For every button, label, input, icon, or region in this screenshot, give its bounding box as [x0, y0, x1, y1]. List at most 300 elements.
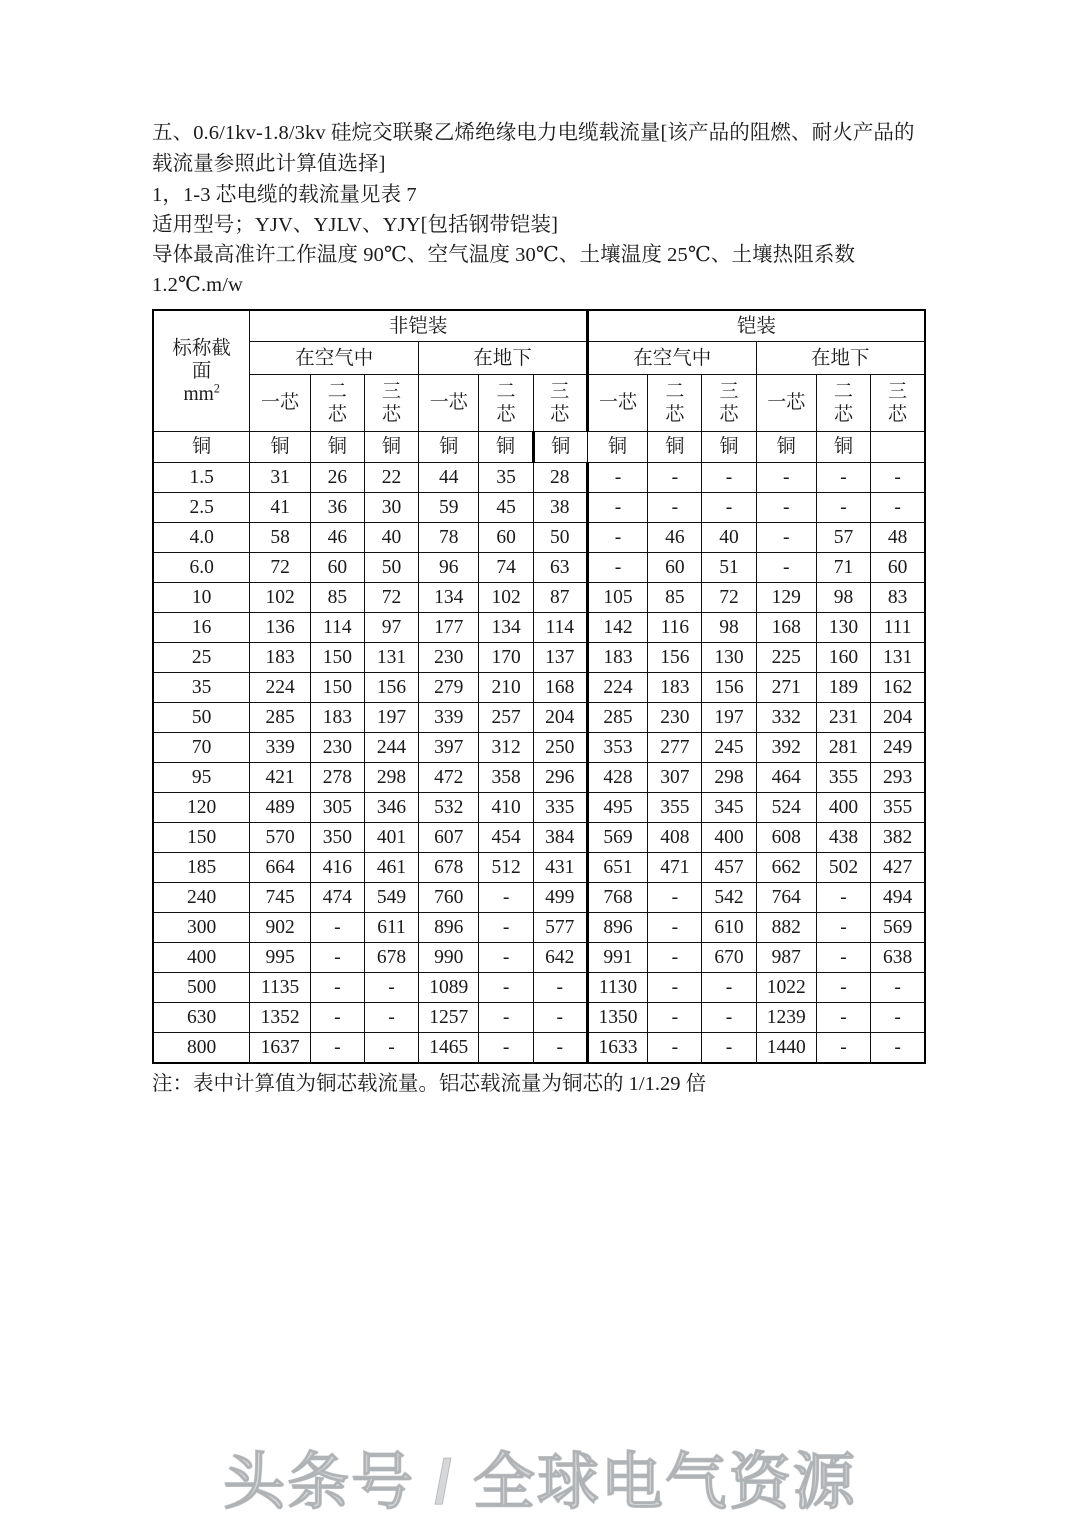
- cell-ampacity: 760: [419, 883, 479, 913]
- cell-ampacity: 197: [702, 703, 756, 733]
- cell-ampacity: 162: [871, 673, 925, 703]
- cell-ampacity: 502: [816, 853, 870, 883]
- metal-header-1: 铜: [250, 432, 310, 463]
- cell-ampacity: 224: [250, 673, 310, 703]
- cell-ampacity: 651: [587, 853, 647, 883]
- core-header-0: [250, 375, 310, 432]
- header-row-group: [153, 310, 925, 342]
- cell-ampacity: 608: [756, 823, 816, 853]
- cell-ampacity: 131: [364, 643, 418, 673]
- cell-ampacity: 332: [756, 703, 816, 733]
- cell-ampacity: -: [364, 1003, 418, 1033]
- cell-ampacity: 40: [364, 523, 418, 553]
- cell-ampacity: 72: [702, 583, 756, 613]
- cell-ampacity: 31: [250, 463, 310, 493]
- cell-ampacity: 400: [702, 823, 756, 853]
- cell-nominal-section: 6.0: [153, 553, 250, 583]
- cell-ampacity: 662: [756, 853, 816, 883]
- cell-nominal-section: 4.0: [153, 523, 250, 553]
- spec-header-unit: [154, 383, 249, 406]
- cell-ampacity: 421: [250, 763, 310, 793]
- cell-ampacity: 285: [587, 703, 647, 733]
- table-row: [153, 973, 925, 1003]
- cell-ampacity: 72: [364, 583, 418, 613]
- cell-ampacity: 1350: [587, 1003, 647, 1033]
- cell-ampacity: -: [587, 463, 647, 493]
- cell-ampacity: 129: [756, 583, 816, 613]
- cell-ampacity: 764: [756, 883, 816, 913]
- cell-ampacity: 183: [310, 703, 364, 733]
- cell-ampacity: 494: [871, 883, 925, 913]
- metal-header-5: 铜: [479, 432, 533, 463]
- cell-ampacity: 59: [419, 493, 479, 523]
- cell-nominal-section: 70: [153, 733, 250, 763]
- cell-ampacity: 427: [871, 853, 925, 883]
- cell-ampacity: 384: [533, 823, 587, 853]
- core-label-7: 二芯: [665, 380, 685, 425]
- cell-ampacity: 569: [587, 823, 647, 853]
- cell-ampacity: -: [648, 1003, 702, 1033]
- document-body: [152, 118, 928, 1119]
- table-row: [153, 853, 925, 883]
- cell-ampacity: 116: [648, 613, 702, 643]
- cell-ampacity: 990: [419, 943, 479, 973]
- cell-ampacity: -: [364, 973, 418, 1003]
- core-label-10: 二芯: [834, 380, 854, 425]
- cell-ampacity: -: [816, 1003, 870, 1033]
- cell-nominal-section: 50: [153, 703, 250, 733]
- core-label-5: 三芯: [550, 380, 570, 425]
- cell-ampacity: 410: [479, 793, 533, 823]
- cell-ampacity: 130: [702, 643, 756, 673]
- cell-ampacity: 471: [648, 853, 702, 883]
- cell-ampacity: 408: [648, 823, 702, 853]
- cell-ampacity: 512: [479, 853, 533, 883]
- cell-ampacity: 85: [648, 583, 702, 613]
- cell-ampacity: 48: [871, 523, 925, 553]
- cell-ampacity: 298: [702, 763, 756, 793]
- cell-ampacity: 26: [310, 463, 364, 493]
- cell-ampacity: 400: [816, 793, 870, 823]
- core-label-3: 一芯: [429, 391, 468, 413]
- cell-nominal-section: 400: [153, 943, 250, 973]
- cell-ampacity: 312: [479, 733, 533, 763]
- cell-ampacity: 392: [756, 733, 816, 763]
- cell-ampacity: 1352: [250, 1003, 310, 1033]
- cell-ampacity: 355: [816, 763, 870, 793]
- spec-column-header: [153, 310, 250, 432]
- cell-ampacity: -: [648, 943, 702, 973]
- cell-ampacity: -: [648, 883, 702, 913]
- cell-ampacity: 1239: [756, 1003, 816, 1033]
- cell-ampacity: 105: [587, 583, 647, 613]
- cell-ampacity: 136: [250, 613, 310, 643]
- cell-ampacity: 454: [479, 823, 533, 853]
- cell-ampacity: 1022: [756, 973, 816, 1003]
- cell-ampacity: 58: [250, 523, 310, 553]
- cell-ampacity: 1130: [587, 973, 647, 1003]
- core-label-8: 三芯: [719, 380, 739, 425]
- cell-ampacity: 204: [871, 703, 925, 733]
- cell-ampacity: 882: [756, 913, 816, 943]
- cell-ampacity: -: [756, 493, 816, 523]
- table-row: [153, 523, 925, 553]
- cell-ampacity: 98: [816, 583, 870, 613]
- cell-ampacity: -: [310, 913, 364, 943]
- cell-ampacity: 495: [587, 793, 647, 823]
- cell-ampacity: 1637: [250, 1033, 310, 1064]
- cell-ampacity: 245: [702, 733, 756, 763]
- cell-ampacity: 638: [871, 943, 925, 973]
- cell-nominal-section: 185: [153, 853, 250, 883]
- cell-ampacity: 428: [587, 763, 647, 793]
- cell-ampacity: 57: [816, 523, 870, 553]
- cell-ampacity: -: [871, 973, 925, 1003]
- cell-nominal-section: 95: [153, 763, 250, 793]
- cell-nominal-section: 630: [153, 1003, 250, 1033]
- cell-ampacity: -: [871, 1033, 925, 1064]
- cell-ampacity: 78: [419, 523, 479, 553]
- cell-ampacity: -: [310, 973, 364, 1003]
- cell-ampacity: 98: [702, 613, 756, 643]
- cell-ampacity: 134: [479, 613, 533, 643]
- header-row-place: [153, 342, 925, 375]
- table-header: [153, 310, 925, 463]
- cell-ampacity: 230: [310, 733, 364, 763]
- cell-ampacity: 281: [816, 733, 870, 763]
- cell-ampacity: 307: [648, 763, 702, 793]
- cell-ampacity: 225: [756, 643, 816, 673]
- cell-ampacity: 278: [310, 763, 364, 793]
- cell-ampacity: 570: [250, 823, 310, 853]
- cell-ampacity: 1089: [419, 973, 479, 1003]
- cell-ampacity: 474: [310, 883, 364, 913]
- cell-ampacity: 642: [533, 943, 587, 973]
- ampacity-table-container: [152, 309, 926, 1064]
- cell-nominal-section: 240: [153, 883, 250, 913]
- cell-ampacity: 183: [648, 673, 702, 703]
- cell-ampacity: 150: [310, 673, 364, 703]
- table-footnote: 注：表中计算值为铜芯载流量。铝芯载流量为铜芯的 1/1.29 倍: [152, 1073, 707, 1095]
- cell-ampacity: -: [587, 523, 647, 553]
- cell-ampacity: -: [816, 973, 870, 1003]
- cell-ampacity: 271: [756, 673, 816, 703]
- metal-header-9: 铜: [702, 432, 756, 463]
- metal-header-4: 铜: [419, 432, 479, 463]
- cell-ampacity: 745: [250, 883, 310, 913]
- cell-ampacity: 335: [533, 793, 587, 823]
- cell-ampacity: 131: [871, 643, 925, 673]
- table-row: [153, 643, 925, 673]
- cell-ampacity: -: [756, 463, 816, 493]
- cell-ampacity: -: [816, 463, 870, 493]
- cell-ampacity: 298: [364, 763, 418, 793]
- cell-ampacity: -: [816, 883, 870, 913]
- cell-ampacity: 277: [648, 733, 702, 763]
- cell-ampacity: 30: [364, 493, 418, 523]
- cell-nominal-section: 16: [153, 613, 250, 643]
- cell-ampacity: 401: [364, 823, 418, 853]
- core-label-9: 一芯: [767, 391, 806, 413]
- cell-ampacity: 150: [310, 643, 364, 673]
- table-row: [153, 913, 925, 943]
- cell-ampacity: 96: [419, 553, 479, 583]
- cell-ampacity: 74: [479, 553, 533, 583]
- cell-ampacity: 87: [533, 583, 587, 613]
- core-header-11: [871, 375, 925, 432]
- cell-ampacity: 45: [479, 493, 533, 523]
- cell-ampacity: 83: [871, 583, 925, 613]
- metal-header-2: 铜: [310, 432, 364, 463]
- cell-nominal-section: 10: [153, 583, 250, 613]
- cell-ampacity: 50: [533, 523, 587, 553]
- cell-ampacity: 438: [816, 823, 870, 853]
- cell-ampacity: 51: [702, 553, 756, 583]
- cell-ampacity: 285: [250, 703, 310, 733]
- table-row: [153, 733, 925, 763]
- group-header-armored: 铠装: [587, 310, 925, 342]
- cell-ampacity: 250: [533, 733, 587, 763]
- cell-ampacity: 60: [310, 553, 364, 583]
- cell-ampacity: 183: [250, 643, 310, 673]
- cell-ampacity: 610: [702, 913, 756, 943]
- cell-ampacity: 350: [310, 823, 364, 853]
- cell-ampacity: -: [702, 973, 756, 1003]
- cell-ampacity: -: [648, 913, 702, 943]
- ampacity-table: [152, 309, 926, 1064]
- core-header-2: [364, 375, 418, 432]
- cell-ampacity: -: [816, 943, 870, 973]
- table-reference-line: 1，1-3 芯电缆的载流量见表 7: [152, 184, 417, 206]
- cell-nominal-section: 120: [153, 793, 250, 823]
- table-row: [153, 823, 925, 853]
- cell-ampacity: 296: [533, 763, 587, 793]
- spec-header-line1: 标称截: [172, 337, 231, 359]
- cell-ampacity: 114: [310, 613, 364, 643]
- cell-ampacity: 231: [816, 703, 870, 733]
- place-header-0: 在空气中: [250, 342, 419, 375]
- cell-ampacity: 499: [533, 883, 587, 913]
- cell-ampacity: -: [533, 1033, 587, 1064]
- cell-ampacity: 156: [702, 673, 756, 703]
- cell-ampacity: -: [533, 973, 587, 1003]
- cell-ampacity: 71: [816, 553, 870, 583]
- cell-ampacity: 987: [756, 943, 816, 973]
- core-header-1: [310, 375, 364, 432]
- cell-ampacity: 46: [310, 523, 364, 553]
- cell-ampacity: 339: [250, 733, 310, 763]
- cell-ampacity: 1465: [419, 1033, 479, 1064]
- cell-ampacity: 902: [250, 913, 310, 943]
- core-label-1: 二芯: [327, 380, 347, 425]
- cell-nominal-section: 1.5: [153, 463, 250, 493]
- cell-ampacity: 114: [533, 613, 587, 643]
- cell-ampacity: 358: [479, 763, 533, 793]
- cell-ampacity: 995: [250, 943, 310, 973]
- cell-ampacity: 177: [419, 613, 479, 643]
- cell-ampacity: 532: [419, 793, 479, 823]
- cell-ampacity: 85: [310, 583, 364, 613]
- table-row: [153, 793, 925, 823]
- cell-nominal-section: 500: [153, 973, 250, 1003]
- cell-ampacity: -: [702, 493, 756, 523]
- table-row: [153, 583, 925, 613]
- table-row: [153, 1003, 925, 1033]
- core-header-7: [648, 375, 702, 432]
- cell-ampacity: 355: [648, 793, 702, 823]
- table-row: [153, 493, 925, 523]
- cell-ampacity: 339: [419, 703, 479, 733]
- table-row: [153, 943, 925, 973]
- cell-ampacity: -: [479, 943, 533, 973]
- table-row: [153, 763, 925, 793]
- cell-ampacity: 134: [419, 583, 479, 613]
- core-header-5: [533, 375, 587, 432]
- cell-ampacity: -: [816, 1033, 870, 1064]
- cell-ampacity: -: [479, 883, 533, 913]
- cell-ampacity: 1440: [756, 1033, 816, 1064]
- cell-nominal-section: 25: [153, 643, 250, 673]
- place-header-1: 在地下: [419, 342, 588, 375]
- cell-ampacity: -: [648, 463, 702, 493]
- cell-ampacity: 397: [419, 733, 479, 763]
- cell-ampacity: 678: [419, 853, 479, 883]
- cell-ampacity: 896: [419, 913, 479, 943]
- table-row: [153, 883, 925, 913]
- cell-ampacity: 183: [587, 643, 647, 673]
- cell-ampacity: 416: [310, 853, 364, 883]
- table-row: [153, 1033, 925, 1064]
- cell-ampacity: 204: [533, 703, 587, 733]
- cell-nominal-section: 300: [153, 913, 250, 943]
- core-label-11: 三芯: [888, 380, 908, 425]
- cell-ampacity: 38: [533, 493, 587, 523]
- table-row: [153, 463, 925, 493]
- place-header-3: 在地下: [756, 342, 925, 375]
- operating-conditions-line: 导体最高准许工作温度 90℃、空气温度 30℃、土壤温度 25℃、土壤热阻系数 1.2℃.m/w: [152, 244, 856, 296]
- cell-ampacity: 130: [816, 613, 870, 643]
- cell-ampacity: -: [816, 913, 870, 943]
- header-row-core: [153, 375, 925, 432]
- core-header-10: [816, 375, 870, 432]
- cell-ampacity: 257: [479, 703, 533, 733]
- table-row: [153, 613, 925, 643]
- cell-ampacity: 355: [871, 793, 925, 823]
- cell-ampacity: 40: [702, 523, 756, 553]
- cell-ampacity: 168: [533, 673, 587, 703]
- cell-ampacity: 549: [364, 883, 418, 913]
- cell-ampacity: 50: [364, 553, 418, 583]
- cell-ampacity: 431: [533, 853, 587, 883]
- cell-ampacity: -: [364, 1033, 418, 1064]
- cell-ampacity: -: [479, 1003, 533, 1033]
- cell-ampacity: 28: [533, 463, 587, 493]
- spec-unit-base: mm: [183, 383, 214, 405]
- cell-ampacity: 249: [871, 733, 925, 763]
- core-header-8: [702, 375, 756, 432]
- cell-ampacity: 210: [479, 673, 533, 703]
- cell-ampacity: -: [702, 463, 756, 493]
- cell-nominal-section: 35: [153, 673, 250, 703]
- core-header-3: [419, 375, 479, 432]
- cell-ampacity: 72: [250, 553, 310, 583]
- cell-ampacity: 542: [702, 883, 756, 913]
- cell-ampacity: 464: [756, 763, 816, 793]
- cell-ampacity: 44: [419, 463, 479, 493]
- cell-ampacity: -: [479, 913, 533, 943]
- cell-ampacity: 664: [250, 853, 310, 883]
- cell-ampacity: -: [479, 1033, 533, 1064]
- table-row: [153, 553, 925, 583]
- section-heading: 五、0.6/1kv-1.8/3kv 硅烷交联聚乙烯绝缘电力电缆载流量[该产品的阻燃、耐火产品的载流量参照此计算值选择]: [152, 122, 915, 175]
- cell-ampacity: 35: [479, 463, 533, 493]
- metal-header-10: 铜: [756, 432, 816, 463]
- cell-ampacity: 1135: [250, 973, 310, 1003]
- core-label-4: 二芯: [496, 380, 516, 425]
- core-header-6: [587, 375, 647, 432]
- cell-ampacity: 170: [479, 643, 533, 673]
- cell-nominal-section: 150: [153, 823, 250, 853]
- spec-unit-exponent: 2: [213, 381, 220, 395]
- core-label-0: 一芯: [261, 391, 300, 413]
- cell-ampacity: -: [479, 973, 533, 1003]
- metal-header-6: 铜: [533, 432, 587, 463]
- cell-ampacity: 230: [648, 703, 702, 733]
- cell-ampacity: 102: [479, 583, 533, 613]
- cell-ampacity: 46: [648, 523, 702, 553]
- cell-ampacity: -: [871, 493, 925, 523]
- cell-ampacity: -: [533, 1003, 587, 1033]
- cell-ampacity: -: [648, 973, 702, 1003]
- group-header-unarmored: 非铠装: [250, 310, 587, 342]
- applicable-models-line: 适用型号；YJV、YJLV、YJY[包括钢带铠装]: [152, 214, 559, 236]
- cell-ampacity: 279: [419, 673, 479, 703]
- cell-ampacity: 102: [250, 583, 310, 613]
- core-header-9: [756, 375, 816, 432]
- cell-ampacity: -: [871, 1003, 925, 1033]
- table-row: [153, 703, 925, 733]
- cell-ampacity: -: [816, 493, 870, 523]
- cell-ampacity: 230: [419, 643, 479, 673]
- cell-ampacity: 611: [364, 913, 418, 943]
- cell-ampacity: 189: [816, 673, 870, 703]
- cell-ampacity: 670: [702, 943, 756, 973]
- cell-ampacity: 142: [587, 613, 647, 643]
- cell-ampacity: -: [756, 523, 816, 553]
- cell-ampacity: -: [702, 1003, 756, 1033]
- place-header-2: 在空气中: [587, 342, 756, 375]
- cell-ampacity: 991: [587, 943, 647, 973]
- cell-ampacity: 41: [250, 493, 310, 523]
- cell-ampacity: 345: [702, 793, 756, 823]
- cell-ampacity: 224: [587, 673, 647, 703]
- metal-header-7: 铜: [587, 432, 647, 463]
- cell-ampacity: 461: [364, 853, 418, 883]
- metal-header-3: 铜: [364, 432, 418, 463]
- cell-ampacity: -: [648, 493, 702, 523]
- cell-ampacity: 607: [419, 823, 479, 853]
- cell-ampacity: 160: [816, 643, 870, 673]
- cell-ampacity: 382: [871, 823, 925, 853]
- header-row-metal: [153, 432, 925, 463]
- table-row: [153, 673, 925, 703]
- cell-ampacity: 156: [648, 643, 702, 673]
- table-body: [153, 463, 925, 1064]
- cell-ampacity: 97: [364, 613, 418, 643]
- cell-ampacity: 60: [871, 553, 925, 583]
- cell-ampacity: 896: [587, 913, 647, 943]
- cell-ampacity: -: [587, 553, 647, 583]
